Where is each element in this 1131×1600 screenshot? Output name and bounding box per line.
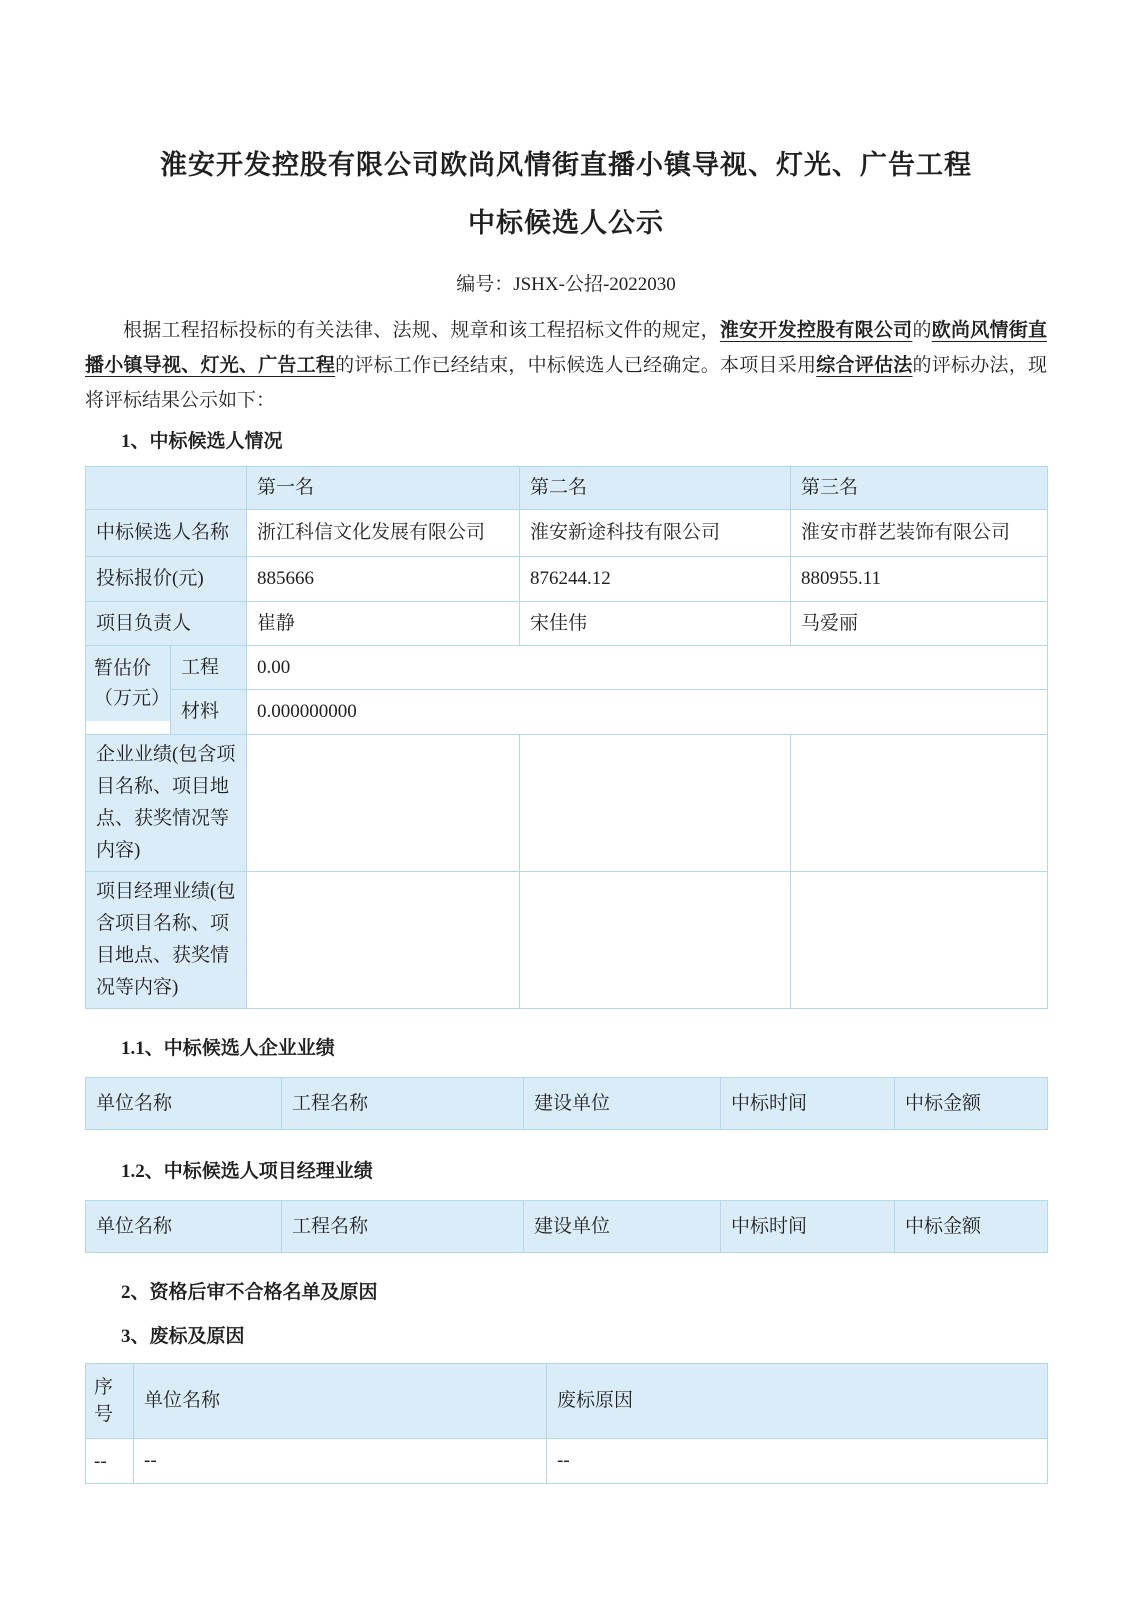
rejected-bids-table [85,1363,1048,1484]
ep-header-award-time: 中标时间 [721,1078,895,1130]
rb-header-reason: 废标原因 [547,1364,1048,1439]
intro-text-2: 的 [912,320,932,341]
row-label-enterprise-performance: 企业业绩(包含项目名称、项目地点、获奖情况等内容) [86,735,247,872]
document-title-line1: 淮安开发控股有限公司欧尚风情街直播小镇导视、灯光、广告工程 [160,150,972,180]
manager-performance-table [85,1200,1048,1253]
intro-evaluation-method: 综合评估法 [816,355,913,376]
intro-company-name: 淮安开发控股有限公司 [719,320,913,341]
mp-header-award-amount: 中标金额 [895,1201,1048,1253]
section-heading-unqualified: 2、资格后审不合格名单及原因 [121,1282,378,1303]
candidate-name-1: 浙江科信文化发展有限公司 [247,510,520,557]
rb-reason-value: -- [547,1439,1048,1484]
manager-performance-1 [247,872,520,1009]
table-row [86,690,1048,735]
bid-price-3: 880955.11 [791,557,1048,602]
ep-header-award-amount: 中标金额 [895,1078,1048,1130]
estimate-engineering-value: 0.00 [247,646,1048,690]
enterprise-performance-2 [520,735,791,872]
mp-header-unit-name: 单位名称 [86,1201,282,1253]
table-row [86,510,1048,557]
section-heading-candidates: 1、中标候选人情况 [121,431,283,452]
enterprise-performance-1 [247,735,520,872]
section-heading-rejected-bids: 3、废标及原因 [121,1326,245,1347]
enterprise-performance-table [85,1077,1048,1130]
section-heading-manager-performance: 1.2、中标候选人项目经理业绩 [121,1161,373,1182]
row-label-candidate-name: 中标候选人名称 [86,510,247,557]
table-row [86,602,1048,646]
table-row [86,1439,1048,1484]
manager-performance-3 [791,872,1048,1009]
mp-header-construction-unit: 建设单位 [524,1201,721,1253]
project-leader-3: 马爱丽 [791,602,1048,646]
candidate-name-3: 淮安市群艺装饰有限公司 [791,510,1048,557]
rb-unit-name-value: -- [134,1439,547,1484]
estimate-label-line1: 暂估价 [94,658,152,679]
rb-sequence-value: -- [86,1439,134,1484]
table-row [86,557,1048,602]
rb-header-unit-name: 单位名称 [134,1364,547,1439]
enterprise-performance-3 [791,735,1048,872]
estimate-label-notch [86,721,170,734]
section-heading-enterprise-performance: 1.1、中标候选人企业业绩 [121,1038,335,1059]
table-row [86,735,1048,872]
document-title-line2: 中标候选人公示 [468,208,664,238]
mp-header-award-time: 中标时间 [721,1201,895,1253]
row-sublabel-engineering: 工程 [171,646,247,690]
row-label-project-leader: 项目负责人 [86,602,247,646]
mp-header-project-name: 工程名称 [282,1201,524,1253]
manager-performance-2 [520,872,791,1009]
project-leader-2: 宋佳伟 [520,602,791,646]
table-row [86,646,1048,690]
intro-paragraph [85,313,1047,418]
rb-header-sequence: 序号 [86,1364,134,1439]
estimate-label-line2: （万元） [94,688,171,709]
candidates-header-rank1: 第一名 [247,467,520,510]
intro-text-1: 根据工程招标投标的有关法律、法规、规章和该工程招标文件的规定， [123,320,720,341]
row-label-bid-price: 投标报价(元) [86,557,247,602]
ep-header-construction-unit: 建设单位 [524,1078,721,1130]
row-sublabel-material: 材料 [171,690,247,735]
candidate-name-2: 淮安新途科技有限公司 [520,510,791,557]
bid-price-1: 885666 [247,557,520,602]
candidates-header-rank3: 第三名 [791,467,1048,510]
bid-price-2: 876244.12 [520,557,791,602]
candidates-header-rank2: 第二名 [520,467,791,510]
doc-number: 编号：JSHX-公招-2022030 [456,274,676,295]
intro-project-name: 欧尚风情街直播小镇导视、灯光、广告工程 [85,320,1047,376]
intro-text-4: 的评标办法，现将评标结果公示如下： [85,355,1047,411]
ep-header-project-name: 工程名称 [282,1078,524,1130]
project-leader-1: 崔静 [247,602,520,646]
estimate-material-value: 0.000000000 [247,690,1048,735]
candidates-header-empty [86,467,247,510]
candidates-table [85,466,1048,1009]
row-label-manager-performance: 项目经理业绩(包含项目名称、项目地点、获奖情况等内容) [86,872,247,1009]
table-row [86,872,1048,1009]
intro-text-3: 的评标工作已经结束，中标候选人已经确定。本项目采用 [335,355,817,376]
ep-header-unit-name: 单位名称 [86,1078,282,1130]
row-label-estimate-price [86,646,171,735]
